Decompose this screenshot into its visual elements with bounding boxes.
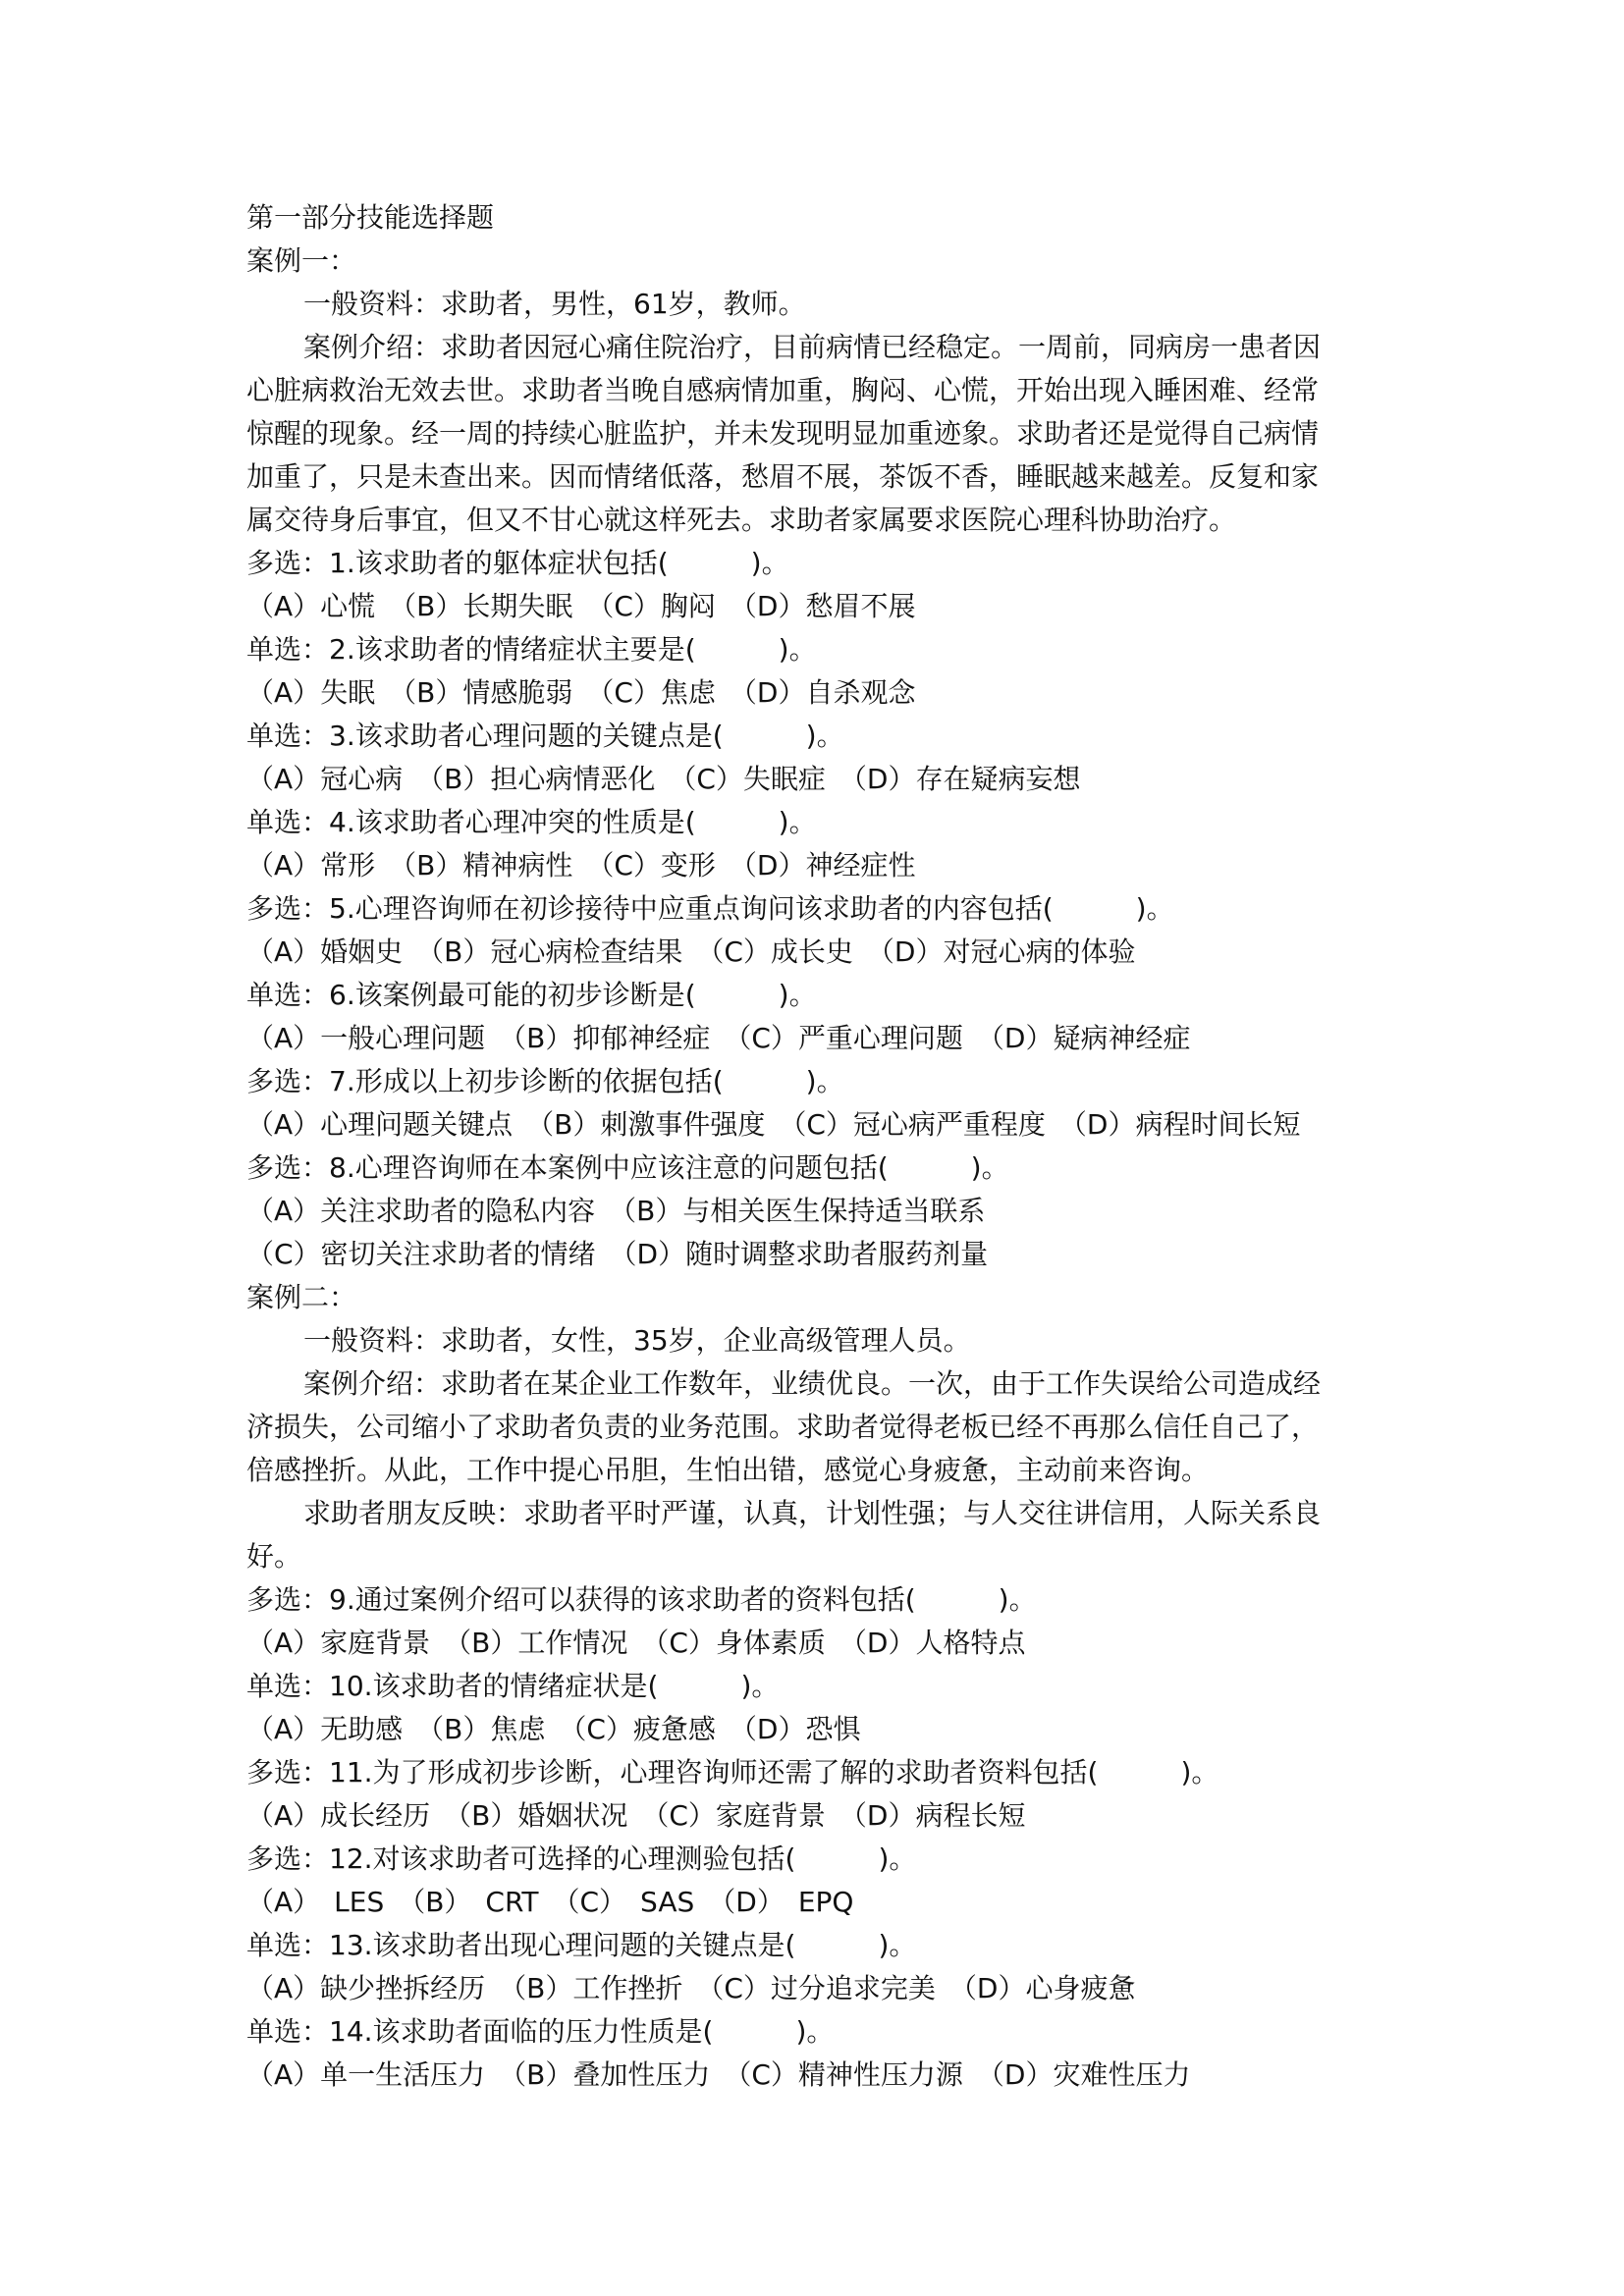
case-1-intro-line: 案例介绍：求助者因冠心痛住院治疗，目前病情已经稳定。一周前，同病房一患者因: [303, 331, 1322, 363]
case-2-intro-line: 济损失，公司缩小了求助者负责的业务范围。求助者觉得老板已经不再那么信任自己了，: [246, 1411, 1320, 1443]
question-4-options: （A）常形 （B）精神病性 （C）变形 （D）神经症性: [246, 849, 916, 881]
question-5-options: （A）婚姻史 （B）冠心病检查结果 （C）成长史 （D）对冠心病的体验: [246, 935, 1136, 968]
case-2-intro: [246, 1362, 1395, 1492]
question-10-options: （A）无助感 （B）焦虑 （C）疲惫感 （D）恐惧: [246, 1713, 861, 1745]
case-2-friend-report: [246, 1492, 1395, 1578]
question-2-options: （A）失眠 （B）情感脆弱 （C）焦虑 （D）自杀观念: [246, 676, 916, 709]
question-11: 多选：11.为了形成初步诊断，心理咨询师还需了解的求助者资料包括( )。: [246, 1756, 1219, 1789]
question-2: 单选：2.该求助者的情绪症状主要是( )。: [246, 633, 817, 666]
document-page: [246, 196, 1395, 2097]
question-12: 多选：12.对该求助者可选择的心理测验包括( )。: [246, 1842, 917, 1875]
case-1-general-info: 一般资料：求助者，男性，61岁，教师。: [303, 288, 806, 320]
question-8-options: （C）密切关注求助者的情绪 （D）随时调整求助者服药剂量: [246, 1238, 989, 1270]
case-2-friend-line: 好。: [246, 1540, 302, 1573]
case-1-intro-line: 属交待身后事宜，但又不甘心就这样死去。求助者家属要求医院心理科协助治疗。: [246, 504, 1237, 536]
case-2-intro-line: 案例介绍：求助者在某企业工作数年，业绩优良。一次，由于工作失误给公司造成经: [303, 1367, 1322, 1400]
case-2-heading: 案例二：: [246, 1281, 357, 1313]
question-9: 多选：9.通过案例介绍可以获得的该求助者的资料包括( )。: [246, 1583, 1037, 1616]
question-4: 单选：4.该求助者心理冲突的性质是( )。: [246, 806, 817, 838]
section-title: 第一部分技能选择题: [246, 201, 495, 234]
question-14-options: （A）单一生活压力 （B）叠加性压力 （C）精神性压力源 （D）灾难性压力: [246, 2058, 1191, 2091]
case-1-heading: 案例一：: [246, 244, 357, 277]
question-8: 多选：8.心理咨询师在本案例中应该注意的问题包括( )。: [246, 1151, 1009, 1184]
question-11-options: （A）成长经历 （B）婚姻状况 （C）家庭背景 （D）病程长短: [246, 1799, 1026, 1832]
question-13: 单选：13.该求助者出现心理问题的关键点是( )。: [246, 1929, 917, 1961]
question-1: 多选：1.该求助者的躯体症状包括( )。: [246, 547, 789, 579]
question-6-options: （A）一般心理问题 （B）抑郁神经症 （C）严重心理问题 （D）疑病神经症: [246, 1022, 1191, 1054]
case-1-intro: [246, 326, 1395, 542]
case-1-intro-line: 加重了，只是未查出来。因而情绪低落，愁眉不展，茶饭不香，睡眠越来越差。反复和家: [246, 460, 1320, 493]
question-13-options: （A）缺少挫拆经历 （B）工作挫折 （C）过分追求完美 （D）心身疲惫: [246, 1972, 1136, 2004]
question-14: 单选：14.该求助者面临的压力性质是( )。: [246, 2015, 835, 2048]
case-1-intro-line: 惊醒的现象。经一周的持续心脏监护，并未发现明显加重迹象。求助者还是觉得自己病情: [246, 417, 1320, 450]
question-3: 单选：3.该求助者心理问题的关键点是( )。: [246, 720, 844, 752]
question-5: 多选：5.心理咨询师在初诊接待中应重点询问该求助者的内容包括( )。: [246, 892, 1174, 925]
question-7: 多选：7.形成以上初步诊断的依据包括( )。: [246, 1065, 844, 1097]
question-1-options: （A）心慌 （B）长期失眠 （C）胸闷 （D）愁眉不展: [246, 590, 916, 622]
question-12-options: （A） LES （B） CRT （C） SAS （D） EPQ: [246, 1886, 854, 1918]
case-2-general-info: 一般资料：求助者，女性，35岁，企业高级管理人员。: [303, 1324, 971, 1357]
case-1-intro-line: 心脏病救治无效去世。求助者当晚自感病情加重，胸闷、心慌，开始出现入睡困难、经常: [246, 374, 1320, 406]
question-7-options: （A）心理问题关键点 （B）刺激事件强度 （C）冠心病严重程度 （D）病程时间长短: [246, 1108, 1301, 1141]
question-6: 单选：6.该案例最可能的初步诊断是( )。: [246, 979, 817, 1011]
question-9-options: （A）家庭背景 （B）工作情况 （C）身体素质 （D）人格特点: [246, 1627, 1026, 1659]
question-3-options: （A）冠心病 （B）担心病情恶化 （C）失眠症 （D）存在疑病妄想: [246, 763, 1081, 795]
question-8-options: （A）关注求助者的隐私内容 （B）与相关医生保持适当联系: [246, 1195, 986, 1227]
question-10: 单选：10.该求助者的情绪症状是( )。: [246, 1670, 780, 1702]
case-2-intro-line: 倍感挫折。从此，工作中提心吊胆，生怕出错，感觉心身疲惫，主动前来咨询。: [246, 1454, 1210, 1486]
case-2-friend-line: 求助者朋友反映：求助者平时严谨，认真，计划性强；与人交往讲信用，人际关系良: [303, 1497, 1322, 1529]
